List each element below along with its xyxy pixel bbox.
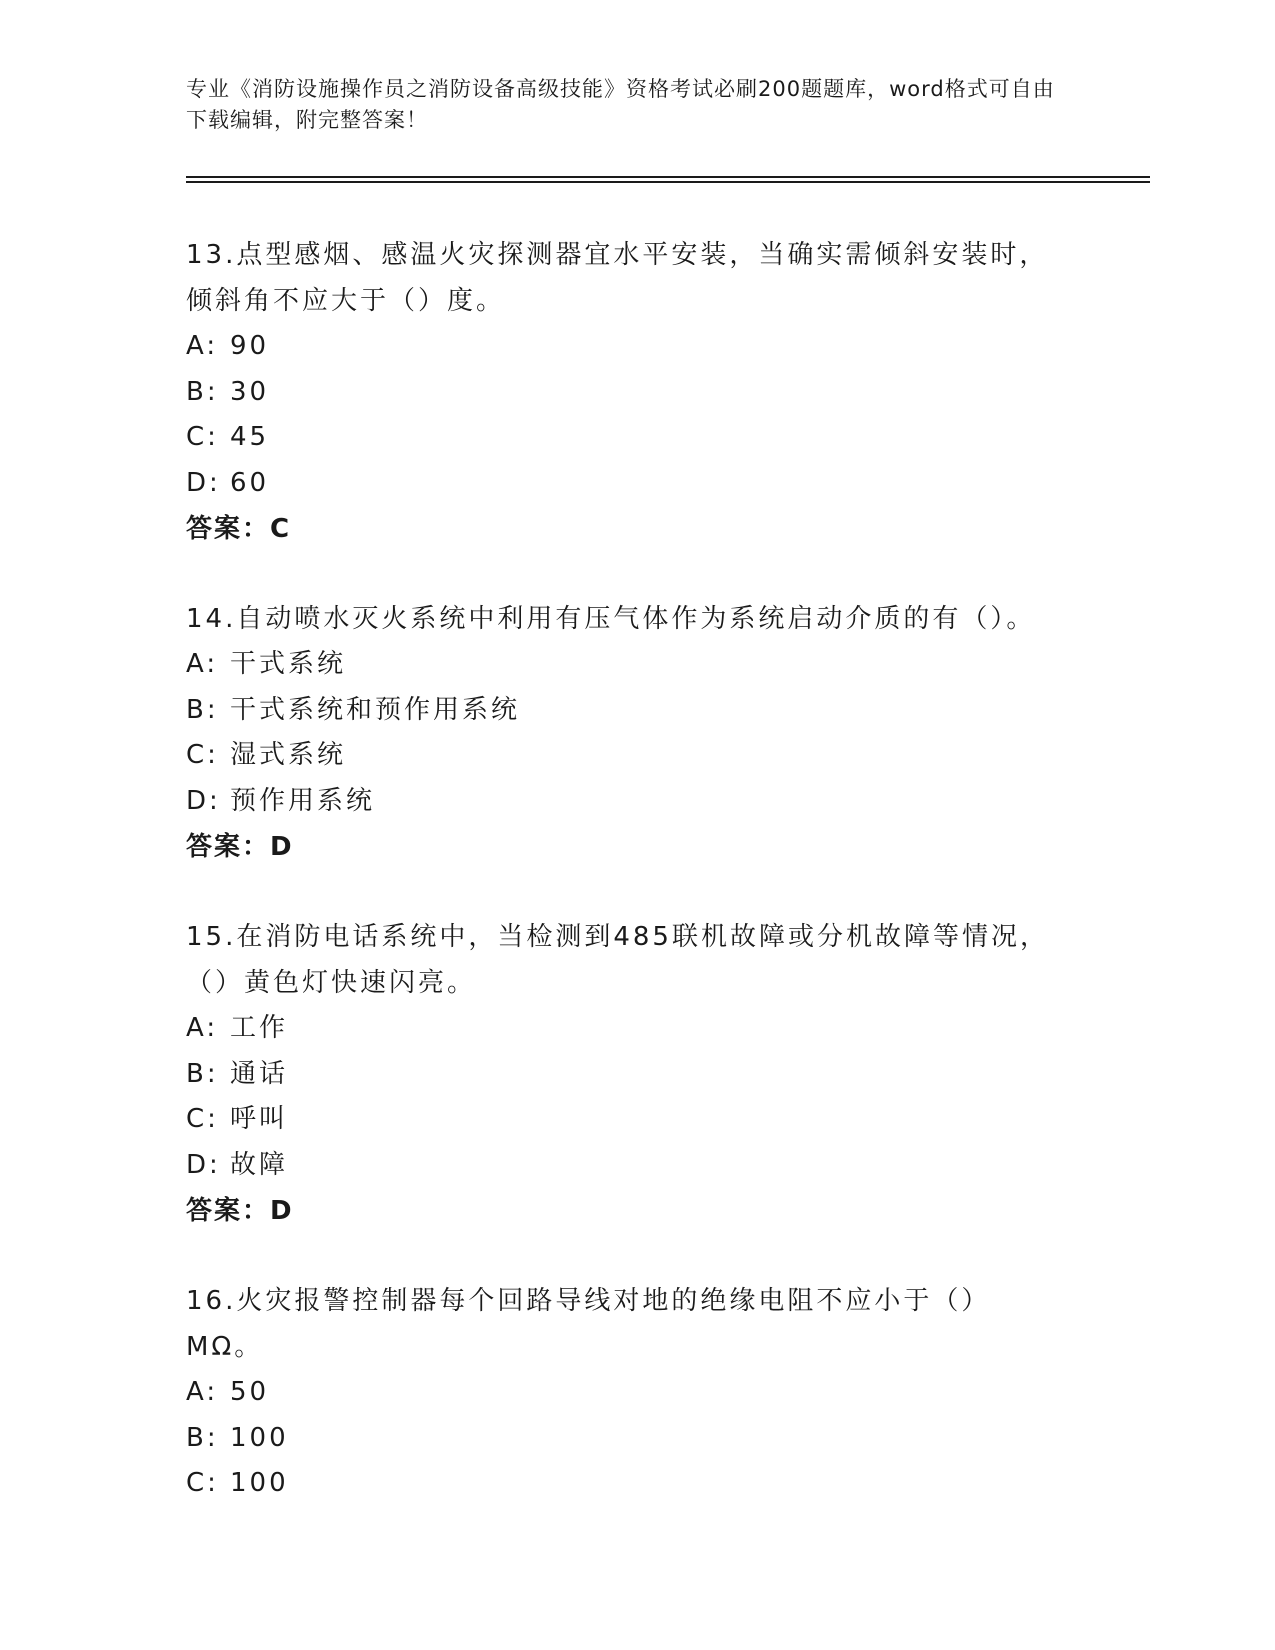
option-text: 干式系统 <box>230 649 347 679</box>
option-letter: B: <box>186 1422 219 1453</box>
option-letter: A: <box>186 649 219 679</box>
option-letter: B: <box>186 694 219 725</box>
header-divider-line <box>186 176 1150 178</box>
option-b <box>186 1052 1066 1098</box>
option-letter: A: <box>186 1377 219 1407</box>
question-16 <box>186 1278 1066 1507</box>
option-d <box>186 461 1066 507</box>
option-letter: D: <box>186 785 221 816</box>
answer-label: 答案：C <box>186 514 292 544</box>
option-c <box>186 1097 1066 1143</box>
question-14 <box>186 596 1066 870</box>
option-text: 60 <box>230 467 270 498</box>
header-divider-line <box>186 181 1150 183</box>
option-text: 45 <box>230 422 270 452</box>
option-letter: B: <box>186 1058 219 1089</box>
option-text: 工作 <box>230 1013 289 1043</box>
question-stem: 13.点型感烟、感温火灾探测器宜水平安装，当确实需倾斜安装时，倾斜角不应大于（）度。 <box>186 240 1049 316</box>
question-stem: 16.火灾报警控制器每个回路导线对地的绝缘电阻不应小于（）MΩ。 <box>186 1286 991 1362</box>
option-a <box>186 1370 1066 1416</box>
option-c <box>186 733 1066 779</box>
option-letter: B: <box>186 376 219 407</box>
option-d <box>186 1143 1066 1189</box>
option-text: 预作用系统 <box>230 785 376 816</box>
option-c <box>186 1461 1066 1507</box>
option-letter: D: <box>186 467 221 498</box>
option-c <box>186 415 1066 461</box>
option-a <box>186 642 1066 688</box>
option-b <box>186 370 1066 416</box>
answer-label: 答案：D <box>186 832 294 862</box>
option-letter: C: <box>186 1104 219 1134</box>
option-text: 100 <box>230 1422 289 1453</box>
question-stem: 14.自动喷水灭火系统中利用有压气体作为系统启动介质的有（）。 <box>186 604 1036 634</box>
option-text: 呼叫 <box>230 1104 289 1134</box>
option-text: 湿式系统 <box>230 740 347 770</box>
option-letter: A: <box>186 1013 219 1043</box>
answer-label: 答案：D <box>186 1196 294 1226</box>
option-text: 50 <box>230 1377 270 1407</box>
document-header: 专业《消防设施操作员之消防设备高级技能》资格考试必刷200题题库，word格式可自由下载编辑，附完整答案！ <box>186 77 1055 132</box>
option-letter: C: <box>186 1468 219 1498</box>
option-text: 30 <box>230 376 270 407</box>
question-stem: 15.在消防电话系统中，当检测到485联机故障或分机故障等情况，（）黄色灯快速闪亮。 <box>186 922 1049 998</box>
option-d <box>186 779 1066 825</box>
option-a <box>186 324 1066 370</box>
option-letter: A: <box>186 331 219 361</box>
option-text: 干式系统和预作用系统 <box>230 694 521 725</box>
question-15 <box>186 914 1066 1234</box>
option-letter: C: <box>186 740 219 770</box>
option-text: 通话 <box>230 1058 289 1089</box>
question-13 <box>186 232 1066 552</box>
option-text: 100 <box>230 1468 289 1498</box>
option-b <box>186 1416 1066 1462</box>
option-letter: C: <box>186 422 219 452</box>
option-a <box>186 1006 1066 1052</box>
option-text: 故障 <box>230 1149 289 1180</box>
option-text: 90 <box>230 331 270 361</box>
option-b <box>186 688 1066 734</box>
option-letter: D: <box>186 1149 221 1180</box>
